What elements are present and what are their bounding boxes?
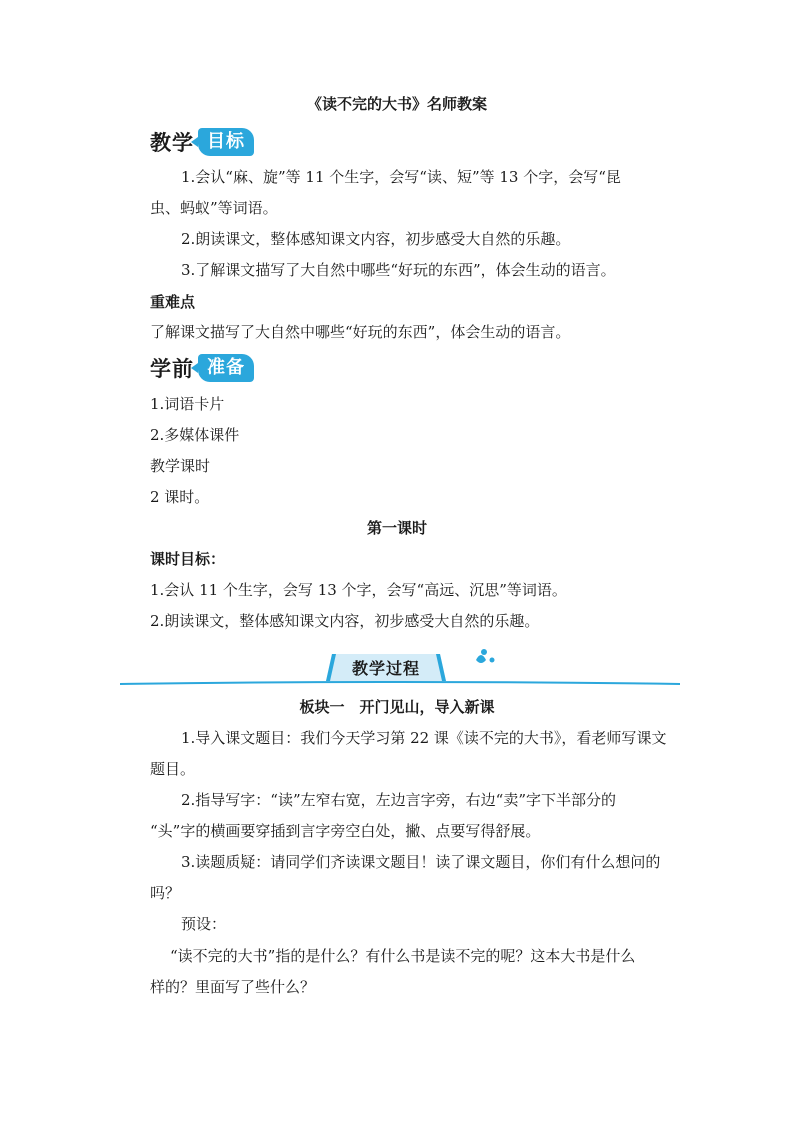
block-1-title: 板块一 开门见山，导入新课	[299, 698, 495, 716]
process-banner	[120, 648, 680, 688]
preset-label: 预设：	[181, 915, 227, 933]
drop-icon	[481, 649, 487, 655]
process-para-1: 1.导入课文题目：我们今天学习第 22 课《读不完的大书》，看老师写课文	[181, 729, 667, 747]
process-para-3-cont: 吗？	[150, 884, 181, 902]
lesson-goal-2: 2.朗读课文，整体感知课文内容，初步感受大自然的乐趣。	[150, 612, 540, 630]
process-para-2: 2.指导写字：“读”左窄右宽，左边言字旁，右边“卖”字下半部分的	[181, 791, 616, 809]
lesson-1-title: 第一课时	[366, 519, 427, 537]
goal-line-2: 2.朗读课文，整体感知课文内容，初步感受大自然的乐趣。	[181, 230, 571, 248]
goal-line-3: 3.了解课文描写了大自然中哪些“好玩的东西”，体会生动的语言。	[181, 261, 616, 279]
section-header-prep	[150, 353, 254, 383]
drop-icon	[490, 658, 495, 663]
document-title: 《读不完的大书》名师教案	[306, 95, 487, 113]
section-header-prep-label-b: 准备	[198, 354, 254, 382]
lesson-goal-title: 课时目标：	[150, 550, 226, 568]
goal-line-1-cont: 虫、蚂蚁”等词语。	[150, 199, 278, 217]
process-para-1-cont: 题目。	[150, 760, 196, 778]
process-banner-label: 教学过程	[351, 659, 420, 678]
section-header-goals-label-b: 目标	[198, 128, 254, 156]
process-para-3: 3.读题质疑：请同学们齐读课文题目！读了课文题目，你们有什么想问的	[181, 853, 661, 871]
lesson-goal-1: 1.会认 11 个生字，会写 13 个字，会写“高远、沉思”等词语。	[150, 581, 567, 599]
splash-icon	[476, 655, 486, 663]
preset-question-cont: 样的？里面写了些什么？	[150, 978, 316, 996]
process-para-2-cont: “头”字的横画要穿插到言字旁空白处，撇、点要写得舒展。	[150, 822, 541, 840]
goal-line-1: 1.会认“麻、旋”等 11 个生字，会写“读、短”等 13 个字，会写“昆	[181, 168, 621, 186]
teaching-hours-label: 教学课时	[150, 457, 211, 475]
section-header-goals	[150, 127, 254, 157]
prep-item-1: 1.词语卡片	[150, 395, 225, 413]
preset-question: “读不完的大书”指的是什么？有什么书是读不完的呢？这本大书是什么	[170, 947, 636, 965]
key-points-text: 了解课文描写了大自然中哪些“好玩的东西”，体会生动的语言。	[150, 323, 571, 341]
prep-item-2: 2.多媒体课件	[150, 426, 240, 444]
teaching-hours-value: 2 课时。	[150, 488, 210, 506]
section-header-goals-label-a: 教学	[150, 131, 194, 155]
key-points-title: 重难点	[150, 293, 196, 311]
section-header-prep-label-a: 学前	[150, 357, 194, 381]
